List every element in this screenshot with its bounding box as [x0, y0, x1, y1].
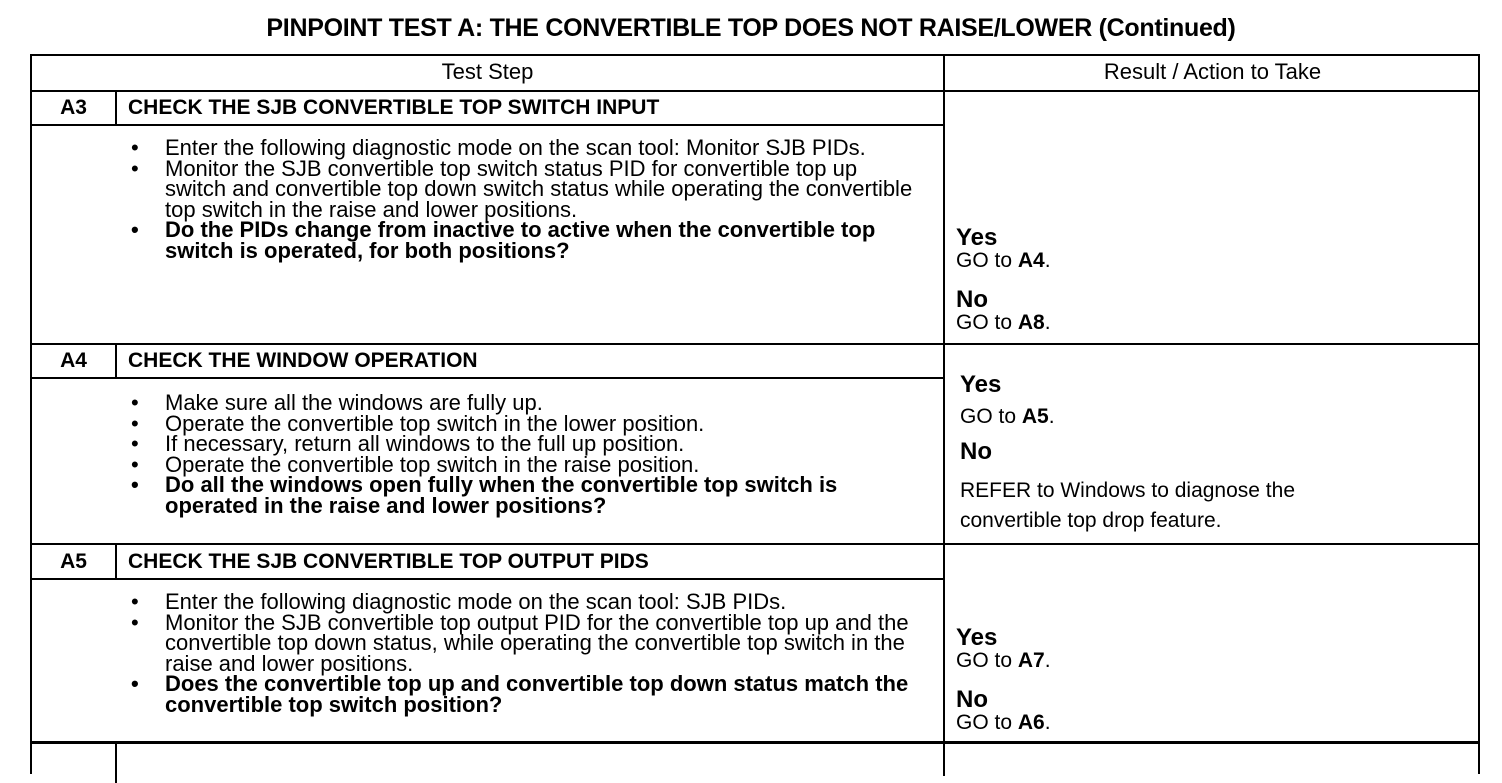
- column-header-result: Result / Action to Take: [1103, 59, 1322, 84]
- divider: [32, 343, 1478, 345]
- yes-label: Yes: [956, 624, 998, 651]
- step-heading: CHECK THE SJB CONVERTIBLE TOP SWITCH INPUT: [128, 96, 660, 119]
- step-link[interactable]: A6: [1017, 711, 1045, 734]
- step-id: A4: [60, 349, 87, 372]
- divider: [115, 90, 117, 124]
- action-text: GO to: [956, 649, 1013, 672]
- step-instructions: [117, 135, 917, 263]
- step-heading: CHECK THE WINDOW OPERATION: [128, 349, 478, 372]
- action-text: REFER to Windows to diagnose the convertible top drop feature.: [960, 479, 1295, 532]
- action-text: GO to: [960, 405, 1017, 428]
- result-actions: Yes GO to A5. No REFER to Windows to diagnose the convertible top drop feature.: [960, 373, 1380, 536]
- no-label: No: [956, 686, 988, 713]
- list-item: • Do all the windows open fully when the convertible top switch is operated in the raise and lower positions?: [117, 475, 917, 516]
- list-item: • Operate the convertible top switch in the raise position.: [117, 455, 917, 476]
- divider: [115, 543, 117, 578]
- action-text: GO to: [956, 249, 1013, 272]
- divider: [32, 741, 1478, 744]
- pinpoint-test-table: [30, 54, 1480, 774]
- step-instructions: [117, 390, 917, 518]
- divider: [32, 377, 943, 379]
- no-label: No: [956, 286, 988, 313]
- result-actions: Yes GO to A4. No GO to A8.: [956, 224, 1051, 334]
- list-item: • If necessary, return all windows to the full up position.: [117, 434, 917, 455]
- list-item: • Monitor the SJB convertible top switch status PID for convertible top up switch and convertible top down switch status while operating the convertible top switch in the raise and lower positions.: [117, 159, 917, 221]
- divider: [32, 543, 1478, 545]
- yes-label: Yes: [956, 224, 998, 251]
- list-item: • Do the PIDs change from inactive to active when the convertible top switch is operated, for both positions?: [117, 220, 917, 261]
- divider: [943, 56, 945, 776]
- step-link[interactable]: A7: [1017, 649, 1045, 672]
- step-heading: CHECK THE SJB CONVERTIBLE TOP OUTPUT PIDS: [128, 550, 649, 573]
- divider: [115, 343, 117, 377]
- step-id: A3: [60, 96, 87, 119]
- divider: [32, 90, 1478, 92]
- action-text: GO to: [956, 711, 1013, 734]
- no-label: No: [960, 438, 992, 465]
- step-link[interactable]: A4: [1017, 249, 1045, 272]
- page-title: PINPOINT TEST A: THE CONVERTIBLE TOP DOES NOT RAISE/LOWER (Continued): [266, 14, 1236, 42]
- list-item: • Does the convertible top up and convertible top down status match the convertible top switch position?: [117, 674, 917, 715]
- step-id: A5: [60, 550, 87, 573]
- divider: [115, 743, 117, 783]
- action-text: GO to: [956, 311, 1013, 334]
- divider: [32, 578, 943, 580]
- list-item: • Operate the convertible top switch in the lower position.: [117, 414, 917, 435]
- list-item: • Enter the following diagnostic mode on the scan tool: Monitor SJB PIDs.: [117, 138, 917, 159]
- column-header-test-step: Test Step: [441, 59, 534, 84]
- divider: [32, 124, 943, 126]
- step-link[interactable]: A8: [1017, 311, 1045, 334]
- yes-label: Yes: [960, 371, 1002, 398]
- step-instructions: [117, 589, 917, 717]
- step-link[interactable]: A5: [1021, 405, 1049, 428]
- list-item: • Monitor the SJB convertible top output PID for the convertible top up and the convertible top down status, while operating the convertible top switch in the raise and lower positions.: [117, 613, 917, 675]
- list-item: • Enter the following diagnostic mode on the scan tool: SJB PIDs.: [117, 592, 917, 613]
- result-actions: Yes GO to A7. No GO to A6.: [956, 624, 1051, 734]
- list-item: • Make sure all the windows are fully up.: [117, 393, 917, 414]
